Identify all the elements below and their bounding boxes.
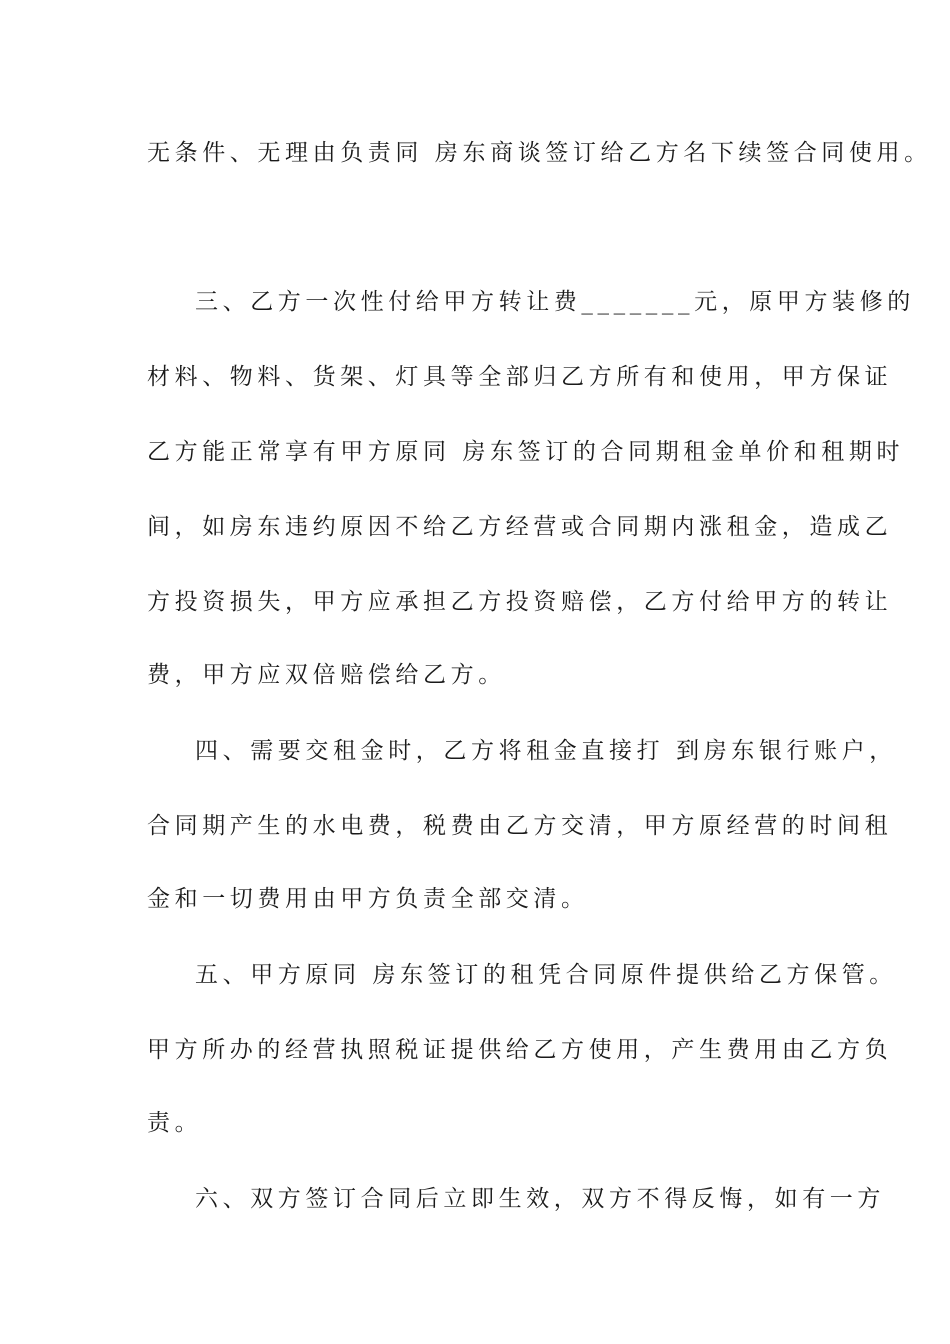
- text-line: 甲方所办的经营执照税证提供给乙方使用，产生费用由乙方负: [147, 1037, 893, 1063]
- text-line: 合同期产生的水电费，税费由乙方交清，甲方原经营的时间租: [147, 813, 893, 839]
- text-line: 乙方能正常享有甲方原同 房东签订的合同期租金单价和租期时: [147, 439, 905, 465]
- clause-five-line: 五、甲方原同 房东签订的租凭合同原件提供给乙方保管。: [195, 962, 897, 988]
- text-line: 方投资损失，甲方应承担乙方投资赔偿，乙方付给甲方的转让: [147, 589, 893, 615]
- text-line: 金和一切费用由甲方负责全部交清。: [147, 886, 589, 912]
- text-line: 责。: [147, 1110, 203, 1136]
- text-line: 间，如房东违约原因不给乙方经营或合同期内涨租金，造成乙: [147, 514, 893, 540]
- clause-six-line: 六、双方签订合同后立即生效，双方不得反悔，如有一方: [195, 1186, 885, 1212]
- clause-four-line: 四、需要交租金时，乙方将租金直接打 到房东银行账户，: [195, 738, 897, 764]
- clause-three-line: 三、乙方一次性付给甲方转让费_______元，原甲方装修的: [195, 289, 915, 315]
- text-line: 费，甲方应双倍赔偿给乙方。: [147, 662, 506, 688]
- text-line: 材料、物料、货架、灯具等全部归乙方所有和使用，甲方保证: [147, 364, 893, 390]
- text-line: 无条件、无理由负责同 房东商谈签订给乙方名下续签合同使用。: [147, 140, 932, 166]
